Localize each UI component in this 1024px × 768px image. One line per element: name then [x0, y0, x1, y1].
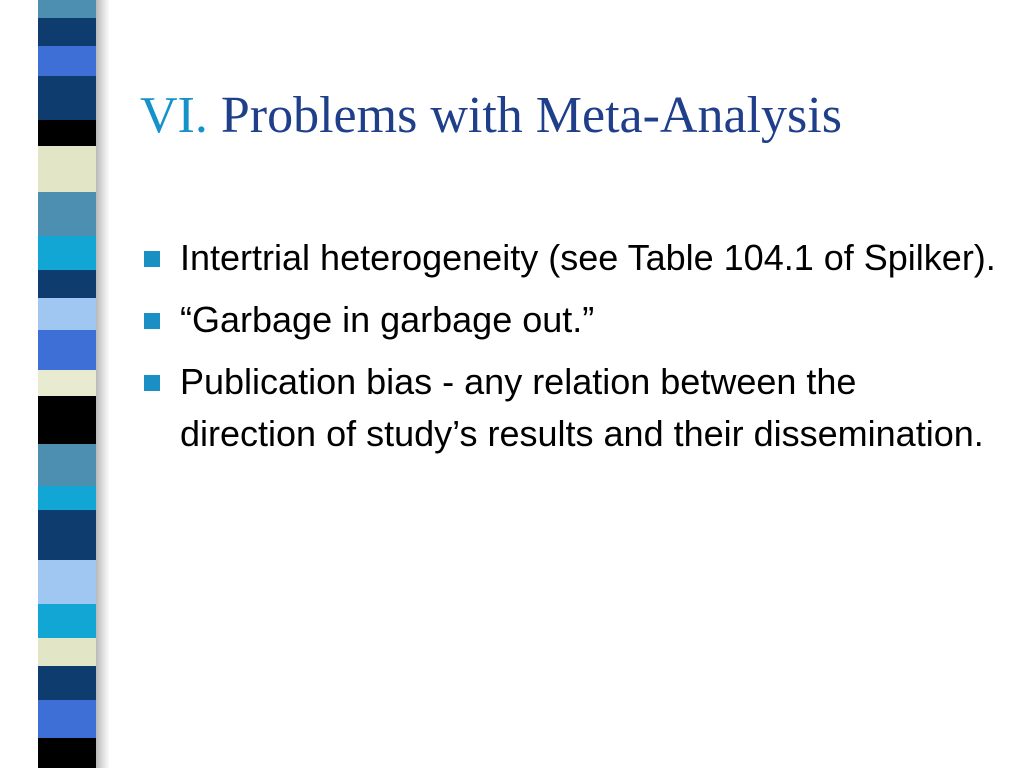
stripe-band — [38, 46, 98, 77]
stripe-band — [38, 396, 98, 445]
square-bullet-icon — [144, 375, 160, 391]
slide-left-margin — [0, 0, 30, 768]
stripe-band — [38, 192, 98, 237]
square-bullet-icon — [144, 251, 160, 267]
bullet-item — [140, 232, 1000, 284]
stripe-band — [38, 638, 98, 667]
stripe-band — [38, 510, 98, 561]
bullet-item — [140, 356, 1000, 460]
stripe-band — [38, 120, 98, 147]
stripe-band — [38, 370, 98, 397]
stripe-band — [38, 298, 98, 331]
bullet-item — [140, 294, 1000, 346]
stripe-band — [38, 146, 98, 193]
bullet-text: Intertrial heterogeneity (see Table 104.1 of Spilker). — [180, 237, 996, 278]
stripe-band — [38, 738, 98, 768]
stripe-band — [38, 604, 98, 639]
stripe-band — [38, 444, 98, 487]
stripe-band — [38, 76, 98, 121]
stripe-band — [38, 270, 98, 299]
stripe-shadow — [96, 0, 110, 768]
stripe-band — [38, 700, 98, 739]
title-section-number: VI. — [140, 87, 208, 144]
slide-title — [140, 84, 1000, 148]
bullet-list — [140, 232, 1000, 470]
decorative-stripe — [38, 0, 98, 768]
stripe-band — [38, 18, 98, 47]
stripe-band — [38, 0, 98, 19]
bullet-text: “Garbage in garbage out.” — [180, 299, 595, 340]
bullet-text: Publication bias - any relation between the direction of study’s results and their dissemination. — [180, 361, 984, 454]
title-text: Problems with Meta-Analysis — [220, 87, 842, 144]
stripe-band — [38, 330, 98, 371]
square-bullet-icon — [144, 313, 160, 329]
stripe-band — [38, 560, 98, 605]
stripe-band — [38, 486, 98, 511]
stripe-band — [38, 236, 98, 271]
stripe-band — [38, 666, 98, 701]
